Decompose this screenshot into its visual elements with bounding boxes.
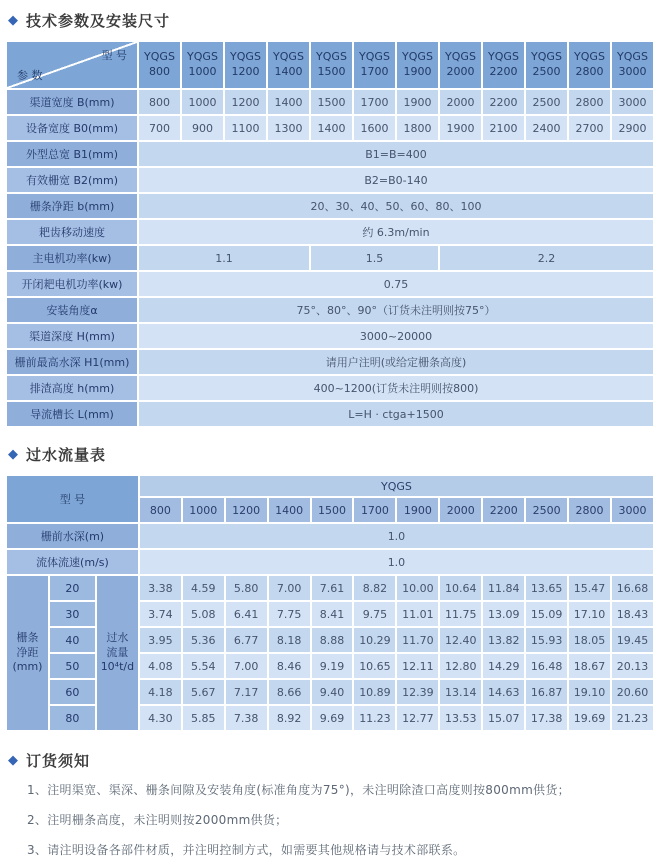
- param-value-cell: 1200: [225, 90, 266, 114]
- flow-value-cell: 4.08: [140, 654, 181, 678]
- flow-value-cell: 13.53: [440, 706, 481, 730]
- param-value-cell: 1300: [268, 116, 309, 140]
- model-column-header: YQGS 1400: [268, 42, 309, 88]
- diamond-icon: ◆: [8, 13, 19, 28]
- param-value-cell: 1900: [440, 116, 481, 140]
- param-value-cell: 2800: [569, 90, 610, 114]
- model-column-header: 2500: [526, 498, 567, 522]
- param-value-cell: 1000: [182, 90, 223, 114]
- param-span-cell: 2.2: [440, 246, 653, 270]
- flow-value-cell: 3.95: [140, 628, 181, 652]
- flow-value-cell: 18.67: [569, 654, 610, 678]
- param-span-cell: 1.5: [311, 246, 438, 270]
- param-value-cell: 2700: [569, 116, 610, 140]
- param-span-cell: L=H · ctga+1500: [139, 402, 653, 426]
- flow-value-cell: 18.05: [569, 628, 610, 652]
- param-value-cell: 1500: [311, 90, 352, 114]
- flow-value-cell: 19.10: [569, 680, 610, 704]
- flow-value-cell: 7.38: [226, 706, 267, 730]
- diamond-icon: ◆: [8, 753, 19, 768]
- flow-value-cell: 13.82: [483, 628, 524, 652]
- flow-value-cell: 8.66: [269, 680, 310, 704]
- flow-value-cell: 9.40: [312, 680, 353, 704]
- param-value-cell: 2400: [526, 116, 567, 140]
- table2-corner-model-label: 型 号: [7, 476, 138, 522]
- flow-value-cell: 13.14: [440, 680, 481, 704]
- param-value-cell: 800: [139, 90, 180, 114]
- flow-value-cell: 15.07: [483, 706, 524, 730]
- model-column-header: YQGS 2500: [526, 42, 567, 88]
- flow-value-cell: 17.10: [569, 602, 610, 626]
- flow-value-cell: 12.11: [397, 654, 438, 678]
- param-value-cell: 1800: [397, 116, 438, 140]
- flow-value-cell: 4.30: [140, 706, 181, 730]
- flow-value-cell: 14.63: [483, 680, 524, 704]
- model-column-header: 2800: [569, 498, 610, 522]
- flow-value-cell: 5.08: [183, 602, 224, 626]
- param-row-label: 外型总宽 B1(mm): [7, 142, 137, 166]
- param-value-cell: 1400: [268, 90, 309, 114]
- flow-value-cell: 16.68: [612, 576, 653, 600]
- model-column-header: 1500: [312, 498, 353, 522]
- flow-value-cell: 6.41: [226, 602, 267, 626]
- model-column-header: YQGS 1000: [182, 42, 223, 88]
- depth-row-value: 1.0: [140, 524, 653, 548]
- flow-value-cell: 12.80: [440, 654, 481, 678]
- param-value-cell: 2900: [612, 116, 653, 140]
- flow-value-cell: 6.77: [226, 628, 267, 652]
- flow-value-cell: 11.23: [354, 706, 395, 730]
- model-column-header: 1900: [397, 498, 438, 522]
- model-column-header: 1000: [183, 498, 224, 522]
- model-column-header: YQGS 2800: [569, 42, 610, 88]
- param-row-label: 导流槽长 L(mm): [7, 402, 137, 426]
- param-row-label: 安装角度α: [7, 298, 137, 322]
- corner-label-model: 型 号: [101, 49, 127, 62]
- brand-header-cell: YQGS: [140, 476, 653, 496]
- depth-row-label: 栅前水深(m): [7, 524, 138, 548]
- flow-value-cell: 20.13: [612, 654, 653, 678]
- section-heading-order-notes: [8, 750, 655, 771]
- flow-value-cell: 10.64: [440, 576, 481, 600]
- flow-value-cell: 7.00: [226, 654, 267, 678]
- flow-value-cell: 7.75: [269, 602, 310, 626]
- flow-value-cell: 5.85: [183, 706, 224, 730]
- param-row-label: 栅前最高水深 H1(mm): [7, 350, 137, 374]
- param-span-cell: 1.1: [139, 246, 309, 270]
- bar-spacing-value-cell: 30: [50, 602, 95, 626]
- flow-value-cell: 3.38: [140, 576, 181, 600]
- model-column-header: YQGS 2200: [483, 42, 524, 88]
- param-row-label: 主电机功率(kw): [7, 246, 137, 270]
- param-value-cell: 700: [139, 116, 180, 140]
- flow-value-cell: 10.89: [354, 680, 395, 704]
- flow-value-cell: 3.74: [140, 602, 181, 626]
- flow-value-cell: 21.23: [612, 706, 653, 730]
- bar-spacing-value-cell: 20: [50, 576, 95, 600]
- model-column-header: 1400: [269, 498, 310, 522]
- flow-value-cell: 7.17: [226, 680, 267, 704]
- model-column-header: 3000: [612, 498, 653, 522]
- model-column-header: 1700: [354, 498, 395, 522]
- param-value-cell: 2500: [526, 90, 567, 114]
- bar-spacing-value-cell: 80: [50, 706, 95, 730]
- flow-value-cell: 10.65: [354, 654, 395, 678]
- flow-value-cell: 19.69: [569, 706, 610, 730]
- flow-value-cell: 11.84: [483, 576, 524, 600]
- flow-value-cell: 5.80: [226, 576, 267, 600]
- flow-value-cell: 14.29: [483, 654, 524, 678]
- model-column-header: YQGS 3000: [612, 42, 653, 88]
- param-row-label: 排渣高度 h(mm): [7, 376, 137, 400]
- order-notes-list: [27, 781, 655, 858]
- flow-value-cell: 8.41: [312, 602, 353, 626]
- param-span-cell: B1=B=400: [139, 142, 653, 166]
- param-span-cell: 0.75: [139, 272, 653, 296]
- model-column-header: 2200: [483, 498, 524, 522]
- flow-value-cell: 4.18: [140, 680, 181, 704]
- flow-value-cell: 11.75: [440, 602, 481, 626]
- flow-value-cell: 11.01: [397, 602, 438, 626]
- param-value-cell: 1700: [354, 90, 395, 114]
- flow-value-cell: 8.88: [312, 628, 353, 652]
- param-row-label: 耙齿移动速度: [7, 220, 137, 244]
- param-value-cell: 900: [182, 116, 223, 140]
- model-column-header: YQGS 2000: [440, 42, 481, 88]
- corner-label-param: 参 数: [17, 69, 43, 82]
- flow-value-cell: 15.47: [569, 576, 610, 600]
- model-column-header: YQGS 800: [139, 42, 180, 88]
- param-value-cell: 1900: [397, 90, 438, 114]
- param-row-label: 栅条净距 b(mm): [7, 194, 137, 218]
- param-span-cell: 约 6.3m/min: [139, 220, 653, 244]
- param-span-cell: 3000~20000: [139, 324, 653, 348]
- param-row-label: 渠道深度 H(mm): [7, 324, 137, 348]
- flow-value-cell: 5.67: [183, 680, 224, 704]
- section-heading-flow-table: [8, 444, 655, 465]
- diamond-icon: ◆: [8, 447, 19, 462]
- model-column-header: YQGS 1500: [311, 42, 352, 88]
- bar-spacing-group-label: 栅条 净距 (mm): [7, 576, 48, 730]
- model-column-header: YQGS 1900: [397, 42, 438, 88]
- param-span-cell: 400~1200(订货未注明则按800): [139, 376, 653, 400]
- flow-rate-table: [5, 474, 655, 732]
- flow-value-cell: 15.09: [526, 602, 567, 626]
- param-row-label: 开闭耙电机功率(kw): [7, 272, 137, 296]
- flow-value-cell: 8.82: [354, 576, 395, 600]
- param-value-cell: 2100: [483, 116, 524, 140]
- model-column-header: 1200: [226, 498, 267, 522]
- section-heading-tech-params: [8, 10, 655, 31]
- model-column-header: YQGS 1700: [354, 42, 395, 88]
- param-value-cell: 2200: [483, 90, 524, 114]
- flow-value-cell: 16.48: [526, 654, 567, 678]
- order-note: 3、请注明设备各部件材质，并注明控制方式，如需要其他规格请与技术部联系。: [27, 843, 466, 857]
- order-note: 1、注明渠宽、渠深、栅条间隙及安装角度(标准角度为75°)，未注明除渣口高度则按800mm供货；: [27, 783, 570, 797]
- flow-value-cell: 20.60: [612, 680, 653, 704]
- flow-value-cell: 9.19: [312, 654, 353, 678]
- flow-value-cell: 10.29: [354, 628, 395, 652]
- flow-value-cell: 13.09: [483, 602, 524, 626]
- flow-value-cell: 16.87: [526, 680, 567, 704]
- flow-value-cell: 4.59: [183, 576, 224, 600]
- flow-value-cell: 8.18: [269, 628, 310, 652]
- param-value-cell: 2000: [440, 90, 481, 114]
- order-note: 2、注明栅条高度，未注明则按2000mm供货；: [27, 813, 288, 827]
- flow-value-cell: 7.61: [312, 576, 353, 600]
- flow-value-cell: 12.77: [397, 706, 438, 730]
- param-span-cell: 请用户注明(或给定栅条高度): [139, 350, 653, 374]
- flow-value-cell: 13.65: [526, 576, 567, 600]
- flow-value-cell: 12.40: [440, 628, 481, 652]
- param-row-label: 渠道宽度 B(mm): [7, 90, 137, 114]
- flow-rate-group-label: 过水 流量 10⁴t/d: [97, 576, 138, 730]
- velocity-row-value: 1.0: [140, 550, 653, 574]
- param-value-cell: 1400: [311, 116, 352, 140]
- velocity-row-label: 流体流速(m/s): [7, 550, 138, 574]
- param-value-cell: 1600: [354, 116, 395, 140]
- table1-corner-cell: [7, 42, 137, 88]
- bar-spacing-value-cell: 60: [50, 680, 95, 704]
- param-value-cell: 1100: [225, 116, 266, 140]
- flow-value-cell: 12.39: [397, 680, 438, 704]
- flow-value-cell: 10.00: [397, 576, 438, 600]
- model-column-header: YQGS 1200: [225, 42, 266, 88]
- tech-params-table: [5, 40, 655, 428]
- flow-value-cell: 11.70: [397, 628, 438, 652]
- flow-value-cell: 5.36: [183, 628, 224, 652]
- param-span-cell: 20、30、40、50、60、80、100: [139, 194, 653, 218]
- flow-value-cell: 15.93: [526, 628, 567, 652]
- param-row-label: 有效栅宽 B2(mm): [7, 168, 137, 192]
- flow-value-cell: 8.92: [269, 706, 310, 730]
- section-title-text: 订货须知: [26, 752, 91, 770]
- flow-value-cell: 9.75: [354, 602, 395, 626]
- flow-value-cell: 19.45: [612, 628, 653, 652]
- flow-value-cell: 8.46: [269, 654, 310, 678]
- model-column-header: 2000: [440, 498, 481, 522]
- flow-value-cell: 17.38: [526, 706, 567, 730]
- flow-value-cell: 7.00: [269, 576, 310, 600]
- section-title-text: 过水流量表: [26, 446, 107, 464]
- section-title-text: 技术参数及安装尺寸: [26, 12, 171, 30]
- bar-spacing-value-cell: 40: [50, 628, 95, 652]
- param-value-cell: 3000: [612, 90, 653, 114]
- param-span-cell: 75°、80°、90°（订货未注明则按75°）: [139, 298, 653, 322]
- param-span-cell: B2=B0-140: [139, 168, 653, 192]
- bar-spacing-value-cell: 50: [50, 654, 95, 678]
- flow-value-cell: 18.43: [612, 602, 653, 626]
- model-column-header: 800: [140, 498, 181, 522]
- param-row-label: 设备宽度 B0(mm): [7, 116, 137, 140]
- flow-value-cell: 9.69: [312, 706, 353, 730]
- flow-value-cell: 5.54: [183, 654, 224, 678]
